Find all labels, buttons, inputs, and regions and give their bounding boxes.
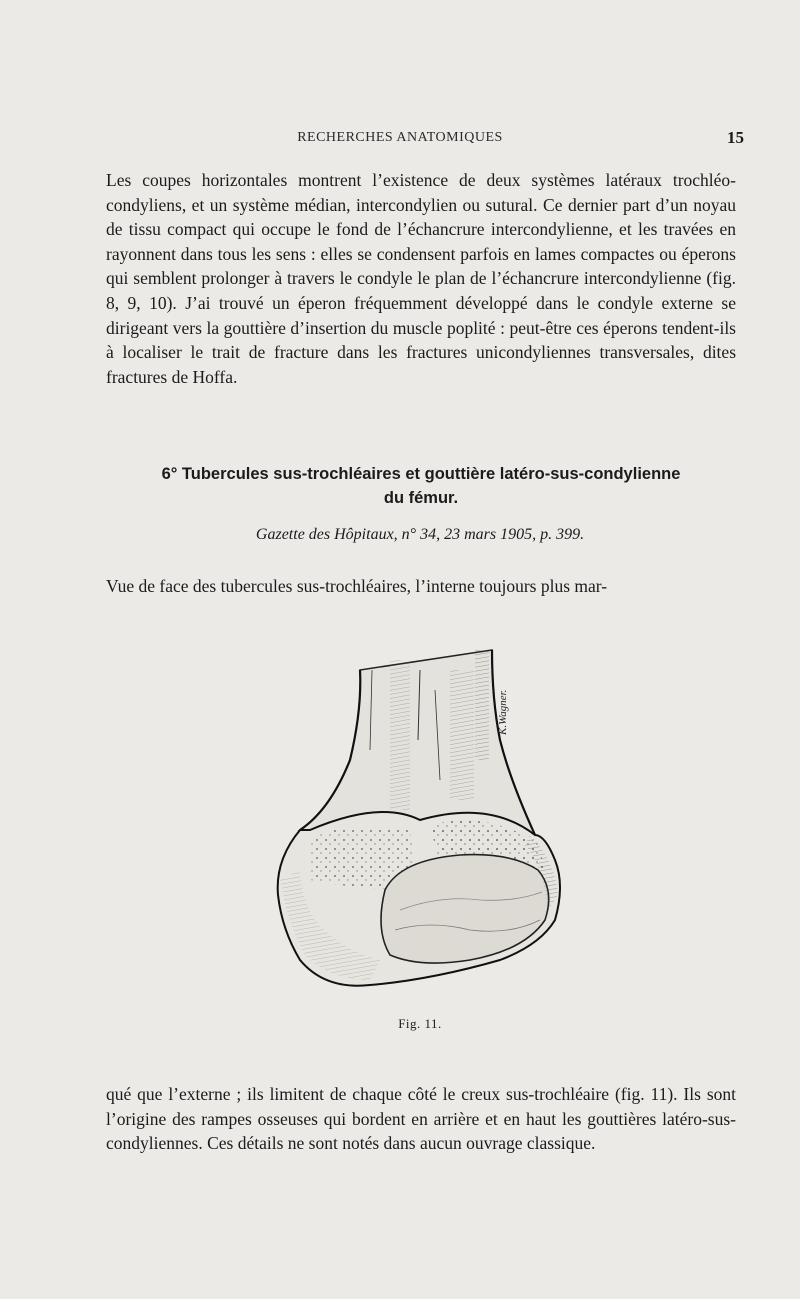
paragraph-text: Vue de face des tubercules sus-trochléaires, l’interne toujours plus mar- xyxy=(106,576,608,596)
section-title-line-1: 6° Tubercules sus-trochléaires et gouttière latéro-sus-condylienne xyxy=(161,465,681,483)
artist-signature: K.Wagner. xyxy=(497,689,509,735)
section-heading xyxy=(106,462,736,510)
body-paragraph-3 xyxy=(106,1082,736,1156)
citation: Gazette des Hôpitaux, n° 34, 23 mars 1905, p. 399. xyxy=(255,526,585,543)
paragraph-text: Les coupes horizontales montrent l’existence de deux systèmes latéraux trochléo-condyliens, et un système médian, intercondylien ou sutural. Ce dernier part d’un noyau de tissu compact qui occupe le fond de l’échancrure intercondylienne, et les travées en rayonnent dans tous les sens : elles se condensent parfois en lames compactes ou éperons qui semblent prolonger à travers le condyle le plan de l’échancrure intercondylienne (fig. 8, 9, 10). J’ai trouvé un éperon fréquemment développé dans le condyle externe se dirigeant vers la gouttière d’insertion du muscle poplité : peut-être ces éperons tendent-ils à localiser le trait de fracture dans les fractures unicondyliennes transversales, dites fractures de Hoffa. xyxy=(106,170,736,387)
body-paragraph-1 xyxy=(106,168,736,389)
section-title-line-2: du fémur. xyxy=(383,489,459,507)
figure-caption: Fig. 11. xyxy=(398,1016,442,1031)
femur-illustration xyxy=(270,630,570,1000)
paragraph-text: qué que l’externe ; ils limitent de chaque côté le creux sus-trochléaire (fig. 11). Ils sont l’origine des rampes osseuses qui bordent en arrière et en haut les gouttières latéro-sus-condyliennes. Ces détails ne sont notés dans aucun ouvrage classique. xyxy=(106,1084,736,1154)
body-paragraph-2 xyxy=(106,574,736,599)
page-number: 15 xyxy=(727,128,744,147)
running-title: RECHERCHES ANATOMIQUES xyxy=(297,130,503,145)
